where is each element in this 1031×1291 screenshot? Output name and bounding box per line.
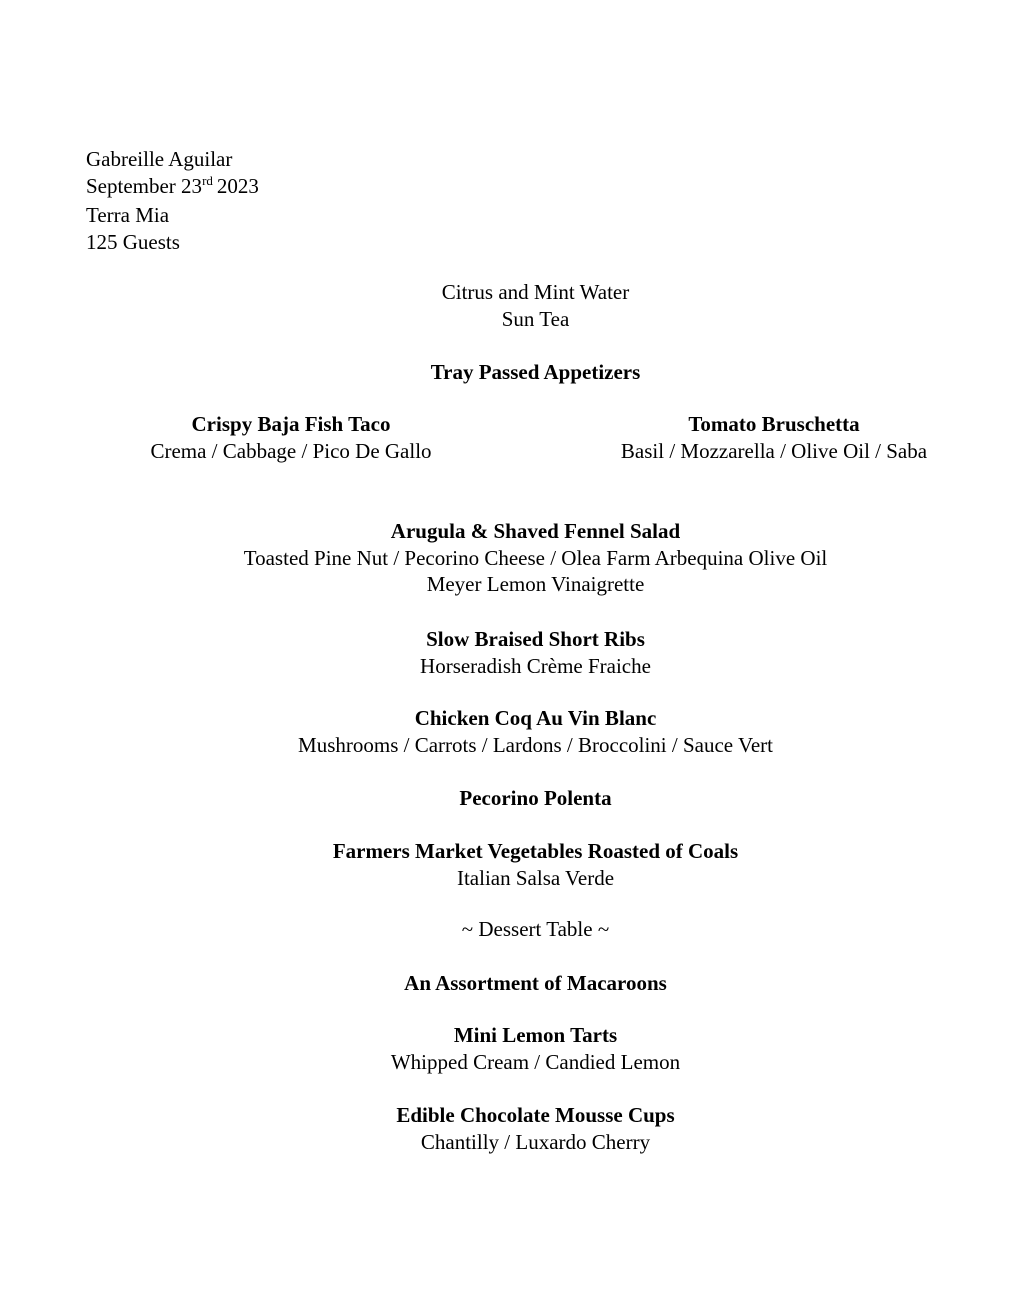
guest-count: 125 Guests [86, 229, 180, 254]
vegetables-title: Farmers Market Vegetables Roasted of Coals [332, 839, 739, 863]
macaroons-title: An Assortment of Macaroons [404, 971, 667, 995]
client-name: Gabreille Aguilar [86, 147, 233, 171]
appetizer-description: Crema / Cabbage / Pico De Gallo [150, 438, 432, 463]
beverage-item: Sun Tea [501, 306, 570, 331]
short-ribs-section [0, 626, 1031, 679]
short-ribs-description: Horseradish Crème Fraiche [420, 653, 651, 678]
appetizer-title: Crispy Baja Fish Taco [191, 412, 391, 436]
event-date: September 23rd 2023 [86, 172, 259, 198]
appetizers-heading: Tray Passed Appetizers [430, 360, 641, 384]
dessert-heading: ~ Dessert Table ~ [461, 917, 610, 941]
short-ribs-title: Slow Braised Short Ribs [426, 627, 645, 651]
vegetables-description: Italian Salsa Verde [456, 865, 615, 890]
appetizer-description: Basil / Mozzarella / Olive Oil / Saba [620, 438, 928, 463]
chicken-title: Chicken Coq Au Vin Blanc [414, 706, 657, 730]
date-ordinal: rd [202, 172, 213, 188]
mousse-description: Chantilly / Luxardo Cherry [420, 1129, 651, 1154]
tarts-section [0, 1022, 1031, 1075]
appetizer-item [126, 411, 456, 464]
venue-name: Terra Mia [86, 203, 170, 227]
appetizer-title: Tomato Bruschetta [688, 412, 860, 436]
salad-section [0, 518, 1031, 598]
polenta-title: Pecorino Polenta [459, 786, 612, 810]
salad-title: Arugula & Shaved Fennel Salad [390, 519, 681, 543]
appetizer-item [596, 411, 952, 464]
chicken-section [0, 705, 1031, 758]
mousse-section [0, 1102, 1031, 1155]
salad-dressing: Meyer Lemon Vinaigrette [426, 572, 645, 596]
vegetables-section [0, 838, 1031, 891]
mousse-title: Edible Chocolate Mousse Cups [396, 1103, 675, 1127]
beverage-item: Citrus and Mint Water [441, 280, 630, 304]
tarts-description: Whipped Cream / Candied Lemon [390, 1049, 681, 1074]
salad-description: Toasted Pine Nut / Pecorino Cheese / Olea Farm Arbequina Olive Oil [243, 545, 828, 570]
tarts-title: Mini Lemon Tarts [453, 1023, 618, 1047]
chicken-description: Mushrooms / Carrots / Lardons / Broccolini / Sauce Vert [298, 732, 773, 757]
event-header [86, 146, 259, 255]
beverages-section [0, 279, 1031, 332]
